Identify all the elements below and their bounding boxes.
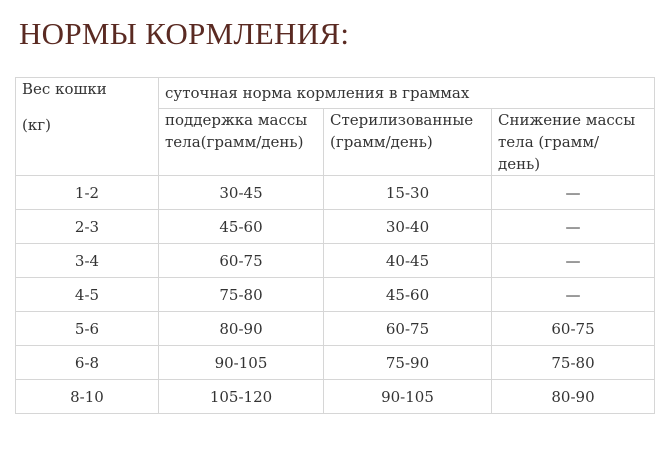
feeding-norms-table: [15, 77, 655, 414]
weight-loss-cell: 80-90: [492, 380, 655, 414]
support-cell: 60-75: [159, 244, 324, 278]
weight-loss-cell: 60-75: [492, 312, 655, 346]
page-title: НОРМЫ КОРМЛЕНИЯ:: [19, 16, 350, 51]
weight-cell: 3-4: [16, 244, 159, 278]
support-cell: 105-120: [159, 380, 324, 414]
table-row: [16, 380, 655, 414]
weight-cell: 5-6: [16, 312, 159, 346]
weight-cell: 6-8: [16, 346, 159, 380]
sterilized-cell: 40-45: [324, 244, 492, 278]
weight-header-label: Вес кошки: [22, 80, 107, 98]
weight-loss-cell: —: [492, 176, 655, 210]
support-cell: 30-45: [159, 176, 324, 210]
sterilized-cell: 60-75: [324, 312, 492, 346]
weight-loss-cell: 75-80: [492, 346, 655, 380]
weight-loss-cell: —: [492, 210, 655, 244]
table-row: [16, 176, 655, 210]
table-row: [16, 312, 655, 346]
weight-loss-cell: —: [492, 278, 655, 312]
support-cell: 75-80: [159, 278, 324, 312]
table-row: [16, 278, 655, 312]
support-cell: 45-60: [159, 210, 324, 244]
weight-loss-cell: —: [492, 244, 655, 278]
support-cell: 90-105: [159, 346, 324, 380]
sterilized-cell: 45-60: [324, 278, 492, 312]
daily-norm-header: суточная норма кормления в граммах: [159, 78, 655, 109]
weight-header-unit: (кг): [22, 116, 51, 134]
weight-cell: 4-5: [16, 278, 159, 312]
weight-cell: 2-3: [16, 210, 159, 244]
table-row: [16, 210, 655, 244]
weight-header-cell: [16, 78, 159, 176]
support-cell: 80-90: [159, 312, 324, 346]
sterilized-header: Стерилизованные (грамм/день): [324, 109, 492, 176]
sterilized-cell: 75-90: [324, 346, 492, 380]
sterilized-cell: 15-30: [324, 176, 492, 210]
weight-cell: 8-10: [16, 380, 159, 414]
weight-loss-header: Снижение массы тела (грамм/ день): [492, 109, 655, 176]
header-row: [16, 78, 655, 109]
support-header: поддержка массы тела(грамм/день): [159, 109, 324, 176]
sterilized-cell: 90-105: [324, 380, 492, 414]
weight-cell: 1-2: [16, 176, 159, 210]
table-row: [16, 244, 655, 278]
sterilized-cell: 30-40: [324, 210, 492, 244]
table-row: [16, 346, 655, 380]
